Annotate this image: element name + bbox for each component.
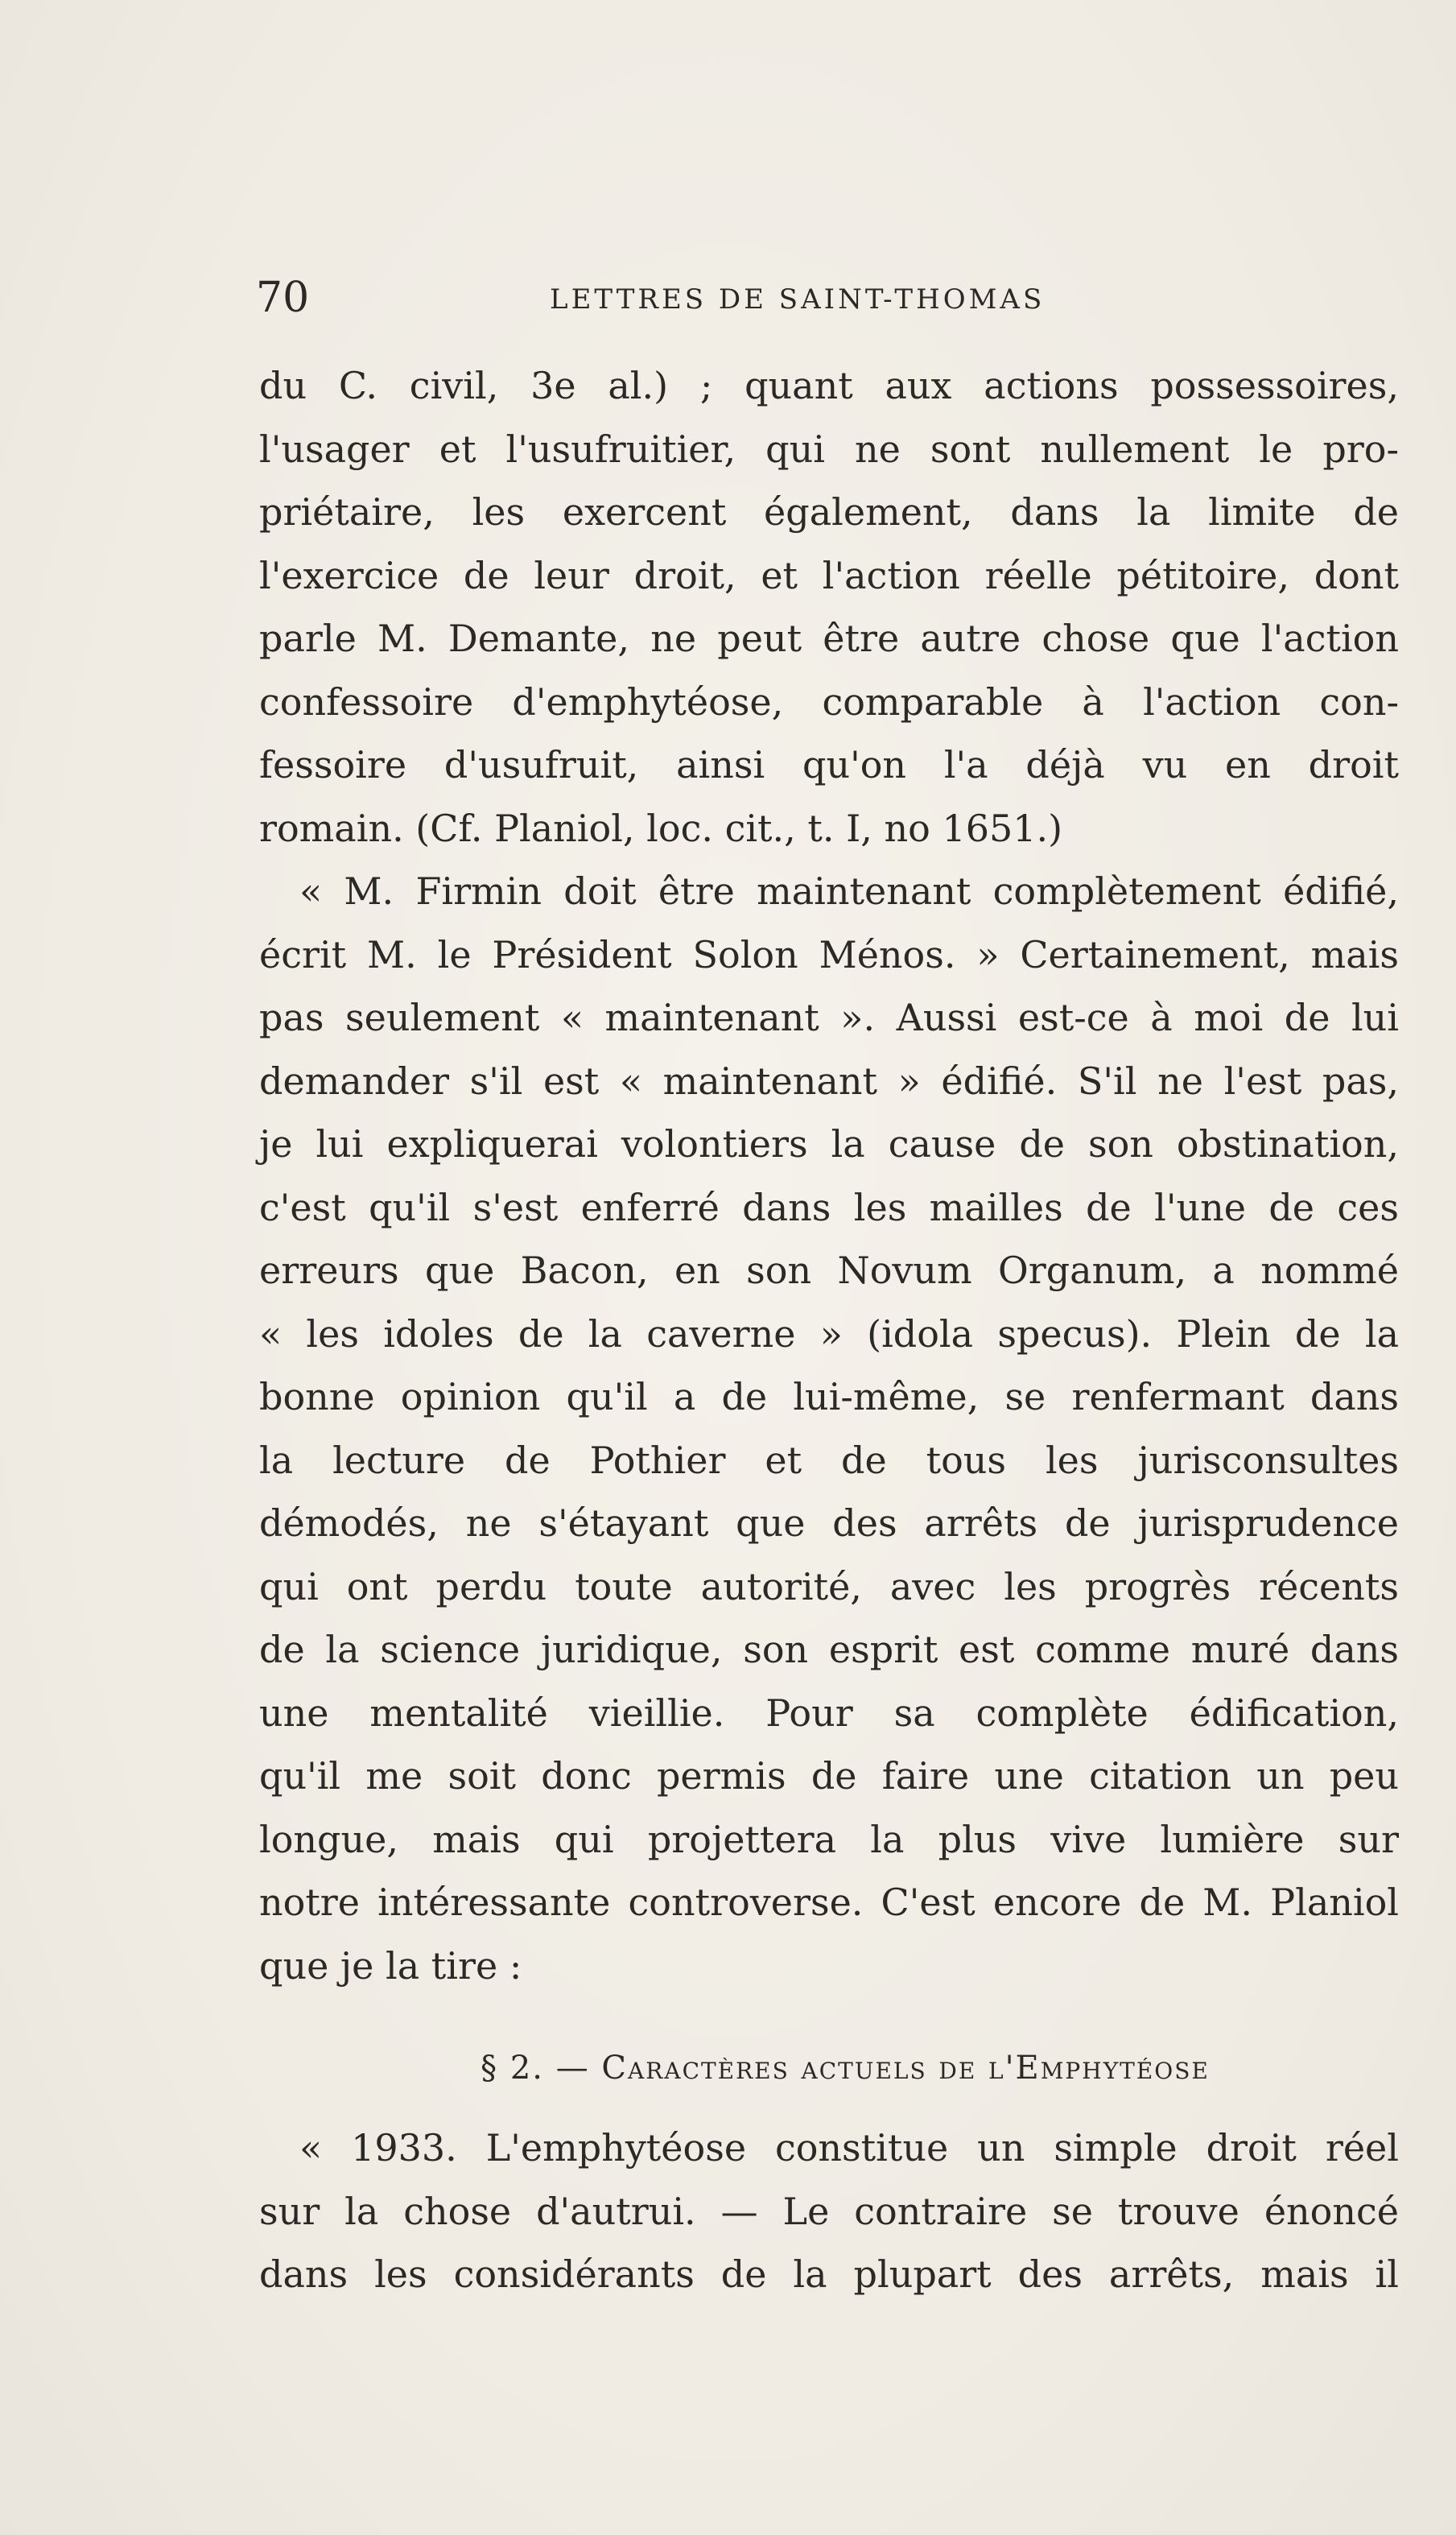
body-text <box>259 354 1399 2306</box>
text-line: l'usager et l'usufruitier, qui ne sont nullement le pro- <box>259 427 1399 471</box>
text-line: « 1933. L'emphytéose constitue un simple droit réel <box>299 2126 1399 2170</box>
section-heading-text: § 2. — Caractères actuels de l'Emphytéose <box>481 2050 1210 2087</box>
spacer <box>259 1997 1399 2029</box>
text-line: de la science juridique, son esprit est comme muré dans <box>259 1628 1399 1671</box>
text-line: je lui expliquerai volontiers la cause de son obstination, <box>259 1122 1399 1166</box>
text-line: demander s'il est « maintenant » édifié. S'il ne l'est pas, <box>259 1059 1399 1103</box>
text-line: sur la chose d'autrui. — Le contraire se trouve énoncé <box>259 2189 1399 2233</box>
text-line: romain. (Cf. Planiol, loc. cit., t. I, no 1651.) <box>259 806 1063 850</box>
text-line: « les idoles de la caverne » (idola specus). Plein de la <box>259 1311 1399 1356</box>
text-line: démodés, ne s'étayant que des arrêts de jurisprudence <box>259 1501 1399 1545</box>
page-number: 70 <box>256 274 310 322</box>
text-line: la lecture de Pothier et de tous les jurisconsultes <box>259 1438 1399 1482</box>
paragraph <box>259 2116 1399 2306</box>
text-line: du C. civil, 3e al.) ; quant aux actions possessoires, <box>259 364 1399 407</box>
text-line: notre intéressante controverse. C'est encore de M. Planiol <box>259 1881 1399 1924</box>
text-line: écrit M. le Président Solon Ménos. » Certainement, mais <box>259 932 1399 976</box>
text-line: erreurs que Bacon, en son Novum Organum, a nommé <box>259 1249 1399 1292</box>
text-line: que je la tire : <box>259 1943 522 1988</box>
paragraph <box>259 860 1399 1997</box>
text-line: qu'il me soit donc permis de faire une citation un peu <box>259 1754 1399 1798</box>
paragraph <box>259 354 1399 860</box>
section-heading <box>259 2029 1399 2107</box>
text-line: longue, mais qui projettera la plus vive lumière sur <box>259 1817 1399 1861</box>
text-line: parle M. Demante, ne peut être autre chose que l'action <box>259 617 1399 660</box>
text-line: l'exercice de leur droit, et l'action réelle pétitoire, dont <box>259 553 1399 597</box>
spacer <box>259 2107 1399 2116</box>
running-title: LETTRES DE SAINT-THOMAS <box>550 283 1046 316</box>
text-line: pas seulement « maintenant ». Aussi est-ce à moi de lui <box>259 996 1399 1039</box>
text-line: c'est qu'il s'est enferré dans les mailles de l'une de ces <box>259 1185 1399 1229</box>
text-line: dans les considérants de la plupart des arrêts, mais il <box>259 2252 1399 2296</box>
text-line: une mentalité vieillie. Pour sa complète édification, <box>259 1691 1399 1735</box>
text-line: fessoire d'usufruit, ainsi qu'on l'a déjà vu en droit <box>259 743 1399 787</box>
running-head <box>256 266 1399 330</box>
text-line: priétaire, les exercent également, dans la limite de <box>259 490 1399 534</box>
text-line: « M. Firmin doit être maintenant complètement édifié, <box>299 869 1399 913</box>
text-line: confessoire d'emphytéose, comparable à l'action con- <box>259 679 1399 724</box>
text-line: bonne opinion qu'il a de lui-même, se renfermant dans <box>259 1375 1399 1418</box>
text-line: qui ont perdu toute autorité, avec les progrès récents <box>259 1564 1399 1608</box>
